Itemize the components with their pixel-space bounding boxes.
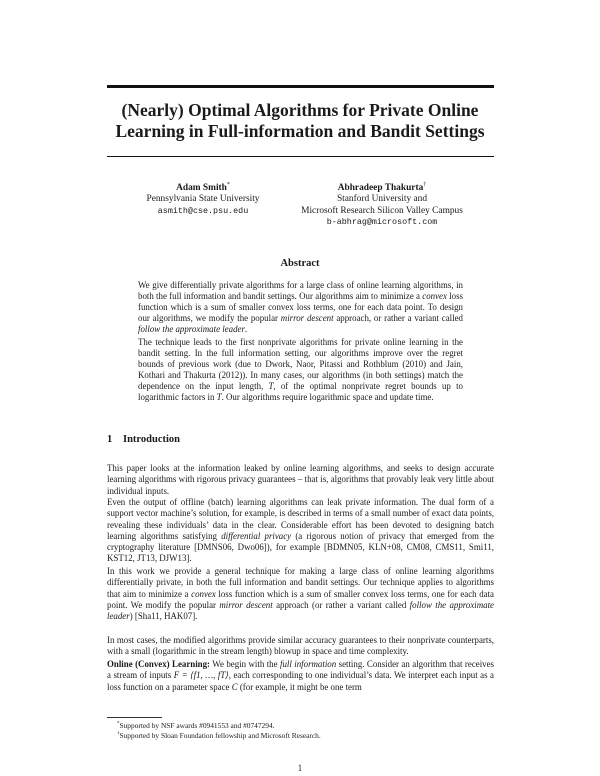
text-run: This paper looks at the information leaked by online learning algorithms, and seeks to design accurate learning algorithms with rigorous privacy guarantees – that is, algorithms that provably leak very little about individual inputs.	[107, 463, 494, 496]
text-run: loss function which is a sum of smaller convex loss terms, one for each data point. We modify the popular	[107, 588, 494, 610]
body-paragraph	[107, 497, 494, 565]
abstract-paragraph	[138, 280, 463, 335]
text-run: In most cases, the modified algorithms provide similar accuracy guarantees to their nonprivate counterparts, with a small (logarithmic in the stream length) blowup in space and time complexity.	[107, 635, 494, 657]
text-run: differential privacy	[221, 530, 292, 541]
author-name: Abhradeep Thakurta	[337, 183, 424, 193]
text-run: . Our algorithms require logarithmic space and update time.	[221, 392, 434, 403]
text-run: .	[244, 324, 248, 335]
body-paragraph	[107, 659, 494, 693]
title-rule-top	[107, 85, 494, 88]
author-mark: *	[226, 181, 230, 188]
author-affiliation: Stanford University and	[336, 194, 428, 205]
text-run: mirror descent	[280, 313, 334, 324]
body-paragraph	[107, 635, 494, 658]
abstract-heading: Abstract	[280, 258, 320, 269]
author-affiliation-line-2: Microsoft Research Silicon Valley Campus	[301, 205, 463, 216]
text-run: Even the output of offline (batch) learning algorithms can leak private information. The dual form of a support vector machine’s solution, for example, is described in terms of a small number of exact data points, revealing these individuals’ data in the clear. Considerable effort has been devoted to designing batch learning algorithms satisfying	[107, 497, 494, 541]
text-run: follow the approximate leader	[107, 599, 494, 622]
text-run: follow the approximate leader	[138, 324, 245, 335]
text-run: We give differentially private algorithms for a large class of online learning algorithms, in both the full information and bandit settings. Our algorithms aim to minimize a	[138, 280, 463, 302]
text-run: T	[216, 392, 222, 403]
text-run: We begin with the	[210, 659, 280, 669]
footnote	[117, 721, 275, 730]
text-run: approach, or rather a variant called	[333, 313, 463, 324]
section-heading	[107, 434, 180, 445]
text-run: , each corresponding to one individual’s data. We interpret each input as a loss function on a parameter space	[107, 670, 495, 692]
title-rule-bottom	[107, 156, 494, 157]
text-run: In this work we provide a general technique for making a large class of online learning algorithms differentially private, in both the full information and bandit settings. Our technique applies to algorithms that aim to minimize a	[107, 566, 494, 599]
section-number: 1	[107, 434, 113, 445]
abstract-paragraph	[138, 337, 463, 404]
footnote-rule	[107, 717, 162, 718]
author-block	[282, 183, 482, 229]
text-run: Online (Convex) Learning:	[107, 659, 210, 669]
text-run: full information	[279, 659, 337, 669]
page-number: 1	[297, 763, 303, 773]
title-line-2: Learning in Full-information and Bandit Settings	[115, 121, 485, 141]
text-run: T	[268, 381, 274, 392]
text-run: C	[231, 681, 238, 692]
text-run: setting. Consider an algorithm that receives a stream of inputs	[107, 659, 494, 681]
text-run: convex	[191, 588, 216, 599]
text-run: loss function which is a sum of smaller convex loss terms, one for each data point. To design our algorithms, we modify the popular	[138, 291, 463, 324]
footnote-mark: †	[117, 731, 120, 737]
footnote-mark: *	[117, 721, 120, 727]
text-run: (for example, it might be one term	[237, 681, 362, 692]
author-email: asmith@cse.psu.edu	[157, 205, 249, 216]
text-run: ) [Sha11, HAK07].	[129, 611, 198, 622]
text-run: , of the optimal nonprivate regret bounds up to logarithmic factors in	[138, 381, 463, 403]
author-name: Adam Smith	[176, 183, 227, 193]
author-block	[118, 183, 288, 217]
body-paragraph	[107, 463, 494, 497]
text-run: F = ⟨f1, …, fT⟩	[173, 670, 229, 681]
paper-title	[100, 100, 500, 142]
footnote	[117, 731, 321, 740]
section-title: Introduction	[123, 434, 180, 445]
author-mark: †	[423, 181, 427, 188]
text-run: mirror descent	[219, 599, 273, 610]
author-affiliation: Pennsylvania State University	[146, 194, 260, 205]
footnote-text: Supported by NSF awards #0941553 and #0747294.	[119, 721, 275, 730]
author-email: b-abhrag@microsoft.com	[326, 217, 438, 228]
text-run: (a rigorous notion of privacy that emerged from the cryptography literature [DMNS06, Dwo06]), for example [BDMN05, KLN+08, CM08, CMS11, Smi11, KST12, JT13, DJW13].	[107, 530, 494, 564]
footnote-text: Supported by Sloan Foundation fellowship and Microsoft Research.	[119, 731, 321, 740]
text-run: convex	[422, 291, 447, 302]
body-paragraph	[107, 566, 494, 622]
text-run: The technique leads to the first nonprivate algorithms for private online learning in the bandit setting. In the full information setting, our algorithms improve over the regret bounds of previous work (due to Dwork, Naor, Pitassi and Rothblum (2010) and Jain, Kothari and Thakurta (2012)). In many cases, our algorithms (in both settings) match the dependence on the input length,	[138, 337, 463, 392]
title-line-1: (Nearly) Optimal Algorithms for Private Online	[121, 100, 479, 120]
text-run: approach (or rather a variant called	[272, 599, 410, 610]
